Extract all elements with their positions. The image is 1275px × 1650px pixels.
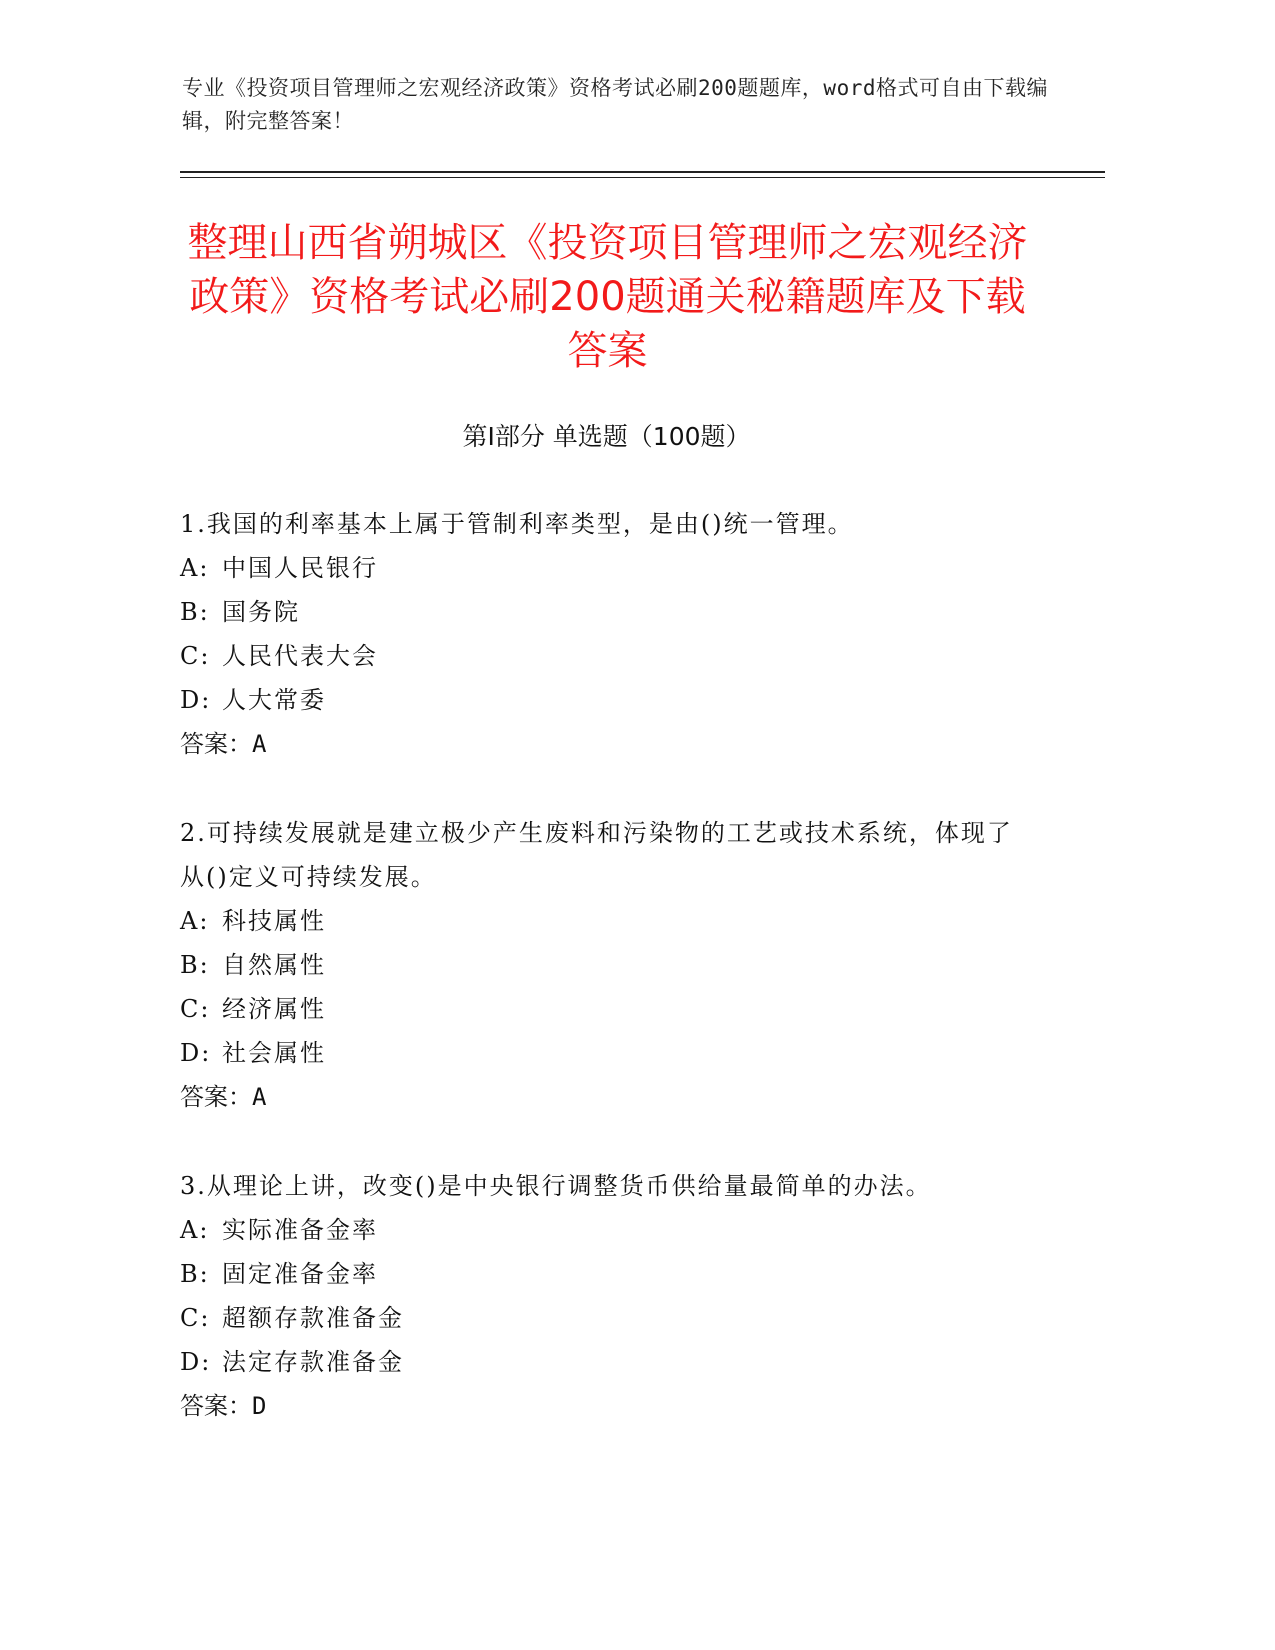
- option-text: 科技属性: [222, 907, 326, 935]
- option-text: 国务院: [222, 598, 300, 626]
- question-2: [180, 811, 1030, 1119]
- question-stem: 3.从理论上讲，改变()是中央银行调整货币供给量最简单的办法。: [180, 1172, 932, 1200]
- header-rule-thick: [180, 171, 1105, 173]
- answer-line: [180, 1075, 1030, 1119]
- document-title: 整理山西省朔城区《投资项目管理师之宏观经济政策》资格考试必刷200题通关秘籍题库及下载答案: [187, 220, 1028, 374]
- answer-value: A: [252, 1083, 267, 1111]
- option-key: B:: [180, 1260, 210, 1288]
- answer-line: [180, 1384, 1030, 1428]
- header-note: 专业《投资项目管理师之宏观经济政策》资格考试必刷200题题库，word格式可自由下载编辑，附完整答案！: [182, 76, 1048, 133]
- answer-value: D: [252, 1392, 267, 1420]
- option-a: [180, 546, 1030, 590]
- option-d: [180, 678, 1030, 722]
- option-c: [180, 1296, 1030, 1340]
- option-key: C:: [180, 995, 211, 1023]
- question-1: [180, 502, 1030, 766]
- option-key: A:: [180, 907, 210, 935]
- option-a: [180, 899, 1030, 943]
- section-heading: 第Ⅰ部分 单选题（100题）: [462, 422, 751, 451]
- option-key: D:: [180, 686, 212, 714]
- option-text: 经济属性: [222, 995, 326, 1023]
- answer-line: [180, 722, 1030, 766]
- question-list: [180, 502, 1030, 1473]
- option-key: D:: [180, 1348, 212, 1376]
- question-3: [180, 1164, 1030, 1428]
- option-text: 超额存款准备金: [222, 1304, 404, 1332]
- answer-label: 答案：: [180, 1083, 252, 1111]
- option-text: 自然属性: [222, 951, 326, 979]
- answer-label: 答案：: [180, 730, 252, 758]
- option-key: B:: [180, 951, 210, 979]
- option-key: D:: [180, 1039, 212, 1067]
- option-text: 人民代表大会: [222, 642, 378, 670]
- option-text: 中国人民银行: [222, 554, 378, 582]
- option-text: 实际准备金率: [222, 1216, 378, 1244]
- option-key: A:: [180, 1216, 210, 1244]
- question-stem: 1.我国的利率基本上属于管制利率类型，是由()统一管理。: [180, 510, 854, 538]
- option-a: [180, 1208, 1030, 1252]
- option-text: 社会属性: [222, 1039, 326, 1067]
- option-key: C:: [180, 642, 211, 670]
- option-text: 固定准备金率: [222, 1260, 378, 1288]
- option-text: 人大常委: [222, 686, 326, 714]
- answer-label: 答案：: [180, 1392, 252, 1420]
- option-b: [180, 590, 1030, 634]
- option-text: 法定存款准备金: [222, 1348, 404, 1376]
- option-d: [180, 1031, 1030, 1075]
- option-c: [180, 987, 1030, 1031]
- option-key: C:: [180, 1304, 211, 1332]
- option-key: A:: [180, 554, 210, 582]
- option-b: [180, 1252, 1030, 1296]
- option-key: B:: [180, 598, 210, 626]
- question-stem: 2.可持续发展就是建立极少产生废料和污染物的工艺或技术系统，体现了从()定义可持续发展。: [180, 819, 1013, 891]
- answer-value: A: [252, 730, 267, 758]
- option-b: [180, 943, 1030, 987]
- option-c: [180, 634, 1030, 678]
- header-rule-thin: [180, 177, 1105, 178]
- option-d: [180, 1340, 1030, 1384]
